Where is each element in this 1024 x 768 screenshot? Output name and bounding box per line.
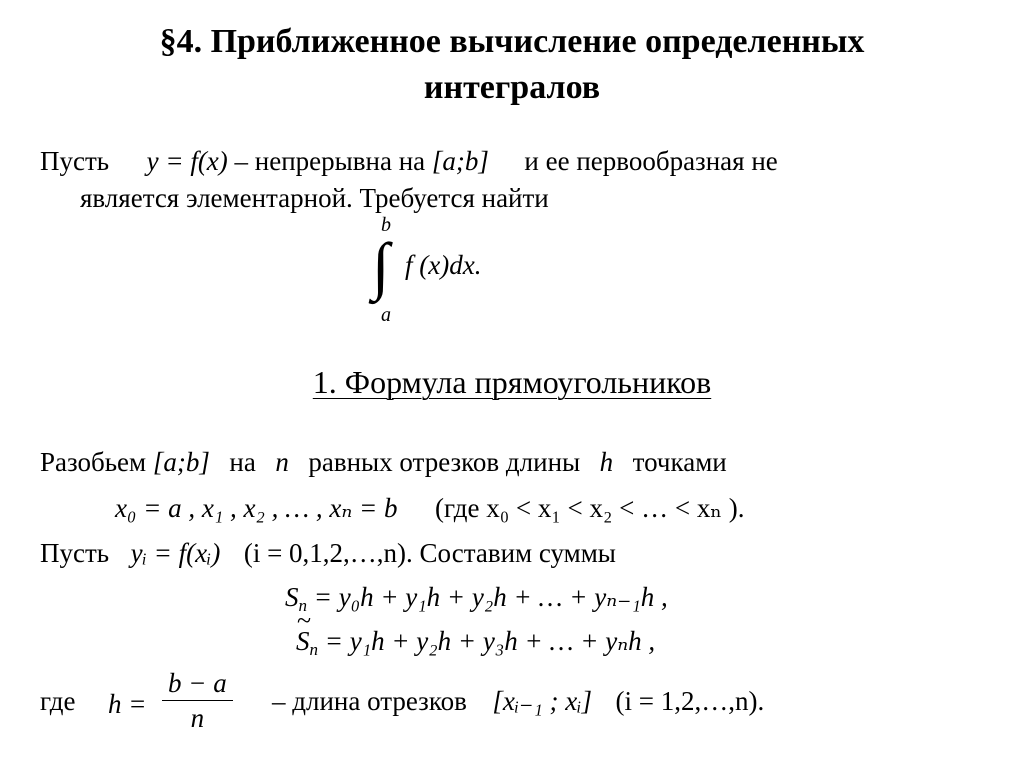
sum-sn-expression: = y₀h + y₁h + y₂h + … + yₙ₋₁h , (313, 582, 668, 612)
partition-line3: Пусть yᵢ = f(xᵢ) (i = 0,1,2,…,n). Составим суммы (40, 538, 616, 568)
integral-upper-limit: b (381, 214, 391, 236)
where-label: где (40, 686, 76, 716)
points-order: (где x₀ < x₁ < x₂ < … < xₙ ). (435, 493, 745, 523)
h-lhs: h = (108, 689, 147, 719)
intro-text-a: Пусть (40, 146, 110, 176)
step-description: – длина отрезков [xᵢ₋₁ ; xᵢ] (i = 1,2,…,n). (272, 686, 765, 716)
partition-n: n (275, 447, 289, 477)
sum-sn: $S_n = y_0h + y_1h + y_2h$ + … + yₙ₋₁h , (285, 582, 668, 615)
intro-text-c: и ее первообразная не (524, 146, 778, 176)
page-title-line2: интегралов (423, 69, 601, 106)
fraction-numerator: b − a (162, 666, 233, 701)
segment: [xᵢ₋₁ ; xᵢ] (492, 686, 592, 716)
intro-function: y = f(x) (146, 146, 228, 176)
fraction-denominator: n (190, 703, 205, 733)
intro-line2: является элементарной. Требуется найти (80, 183, 549, 213)
integrand: f (x)dx. (405, 250, 482, 280)
section-title: 1. Формула прямоугольников (312, 364, 712, 400)
page-title: §4. Приближенное вычисление определенных (159, 23, 865, 60)
partition-points (115, 492, 745, 524)
partition-h: h (599, 447, 614, 477)
intro-line1 (40, 145, 778, 177)
step-index-range: (i = 1,2,…,n). (615, 686, 765, 716)
sum-sn-tilde-expression: = y₁h + y₂h + y₃h + … + yₙh , (324, 626, 656, 656)
partition-interval: [a;b] (152, 447, 210, 477)
intro-text-b: – непрерывна на (234, 146, 426, 176)
integral-lower-limit: a (381, 304, 391, 326)
points-sequence: x₀ = a , x₁ , x₂ , … , xₙ = b (115, 493, 398, 523)
yi-definition: yᵢ = f(xᵢ) (130, 538, 221, 568)
partition-line1: Разобьем [a;b] на n равных отрезков длины h точками (40, 447, 727, 477)
h-fraction (162, 666, 233, 735)
sum-sn-tilde: ~ $S_n = y_1h + y_2h + y_3h$ + … + yₙh , (296, 626, 655, 657)
integral-sign-icon: ∫ (372, 230, 390, 301)
index-range: (i = 0,1,2,…,n). (243, 538, 413, 568)
intro-interval: [a;b] (431, 146, 489, 176)
